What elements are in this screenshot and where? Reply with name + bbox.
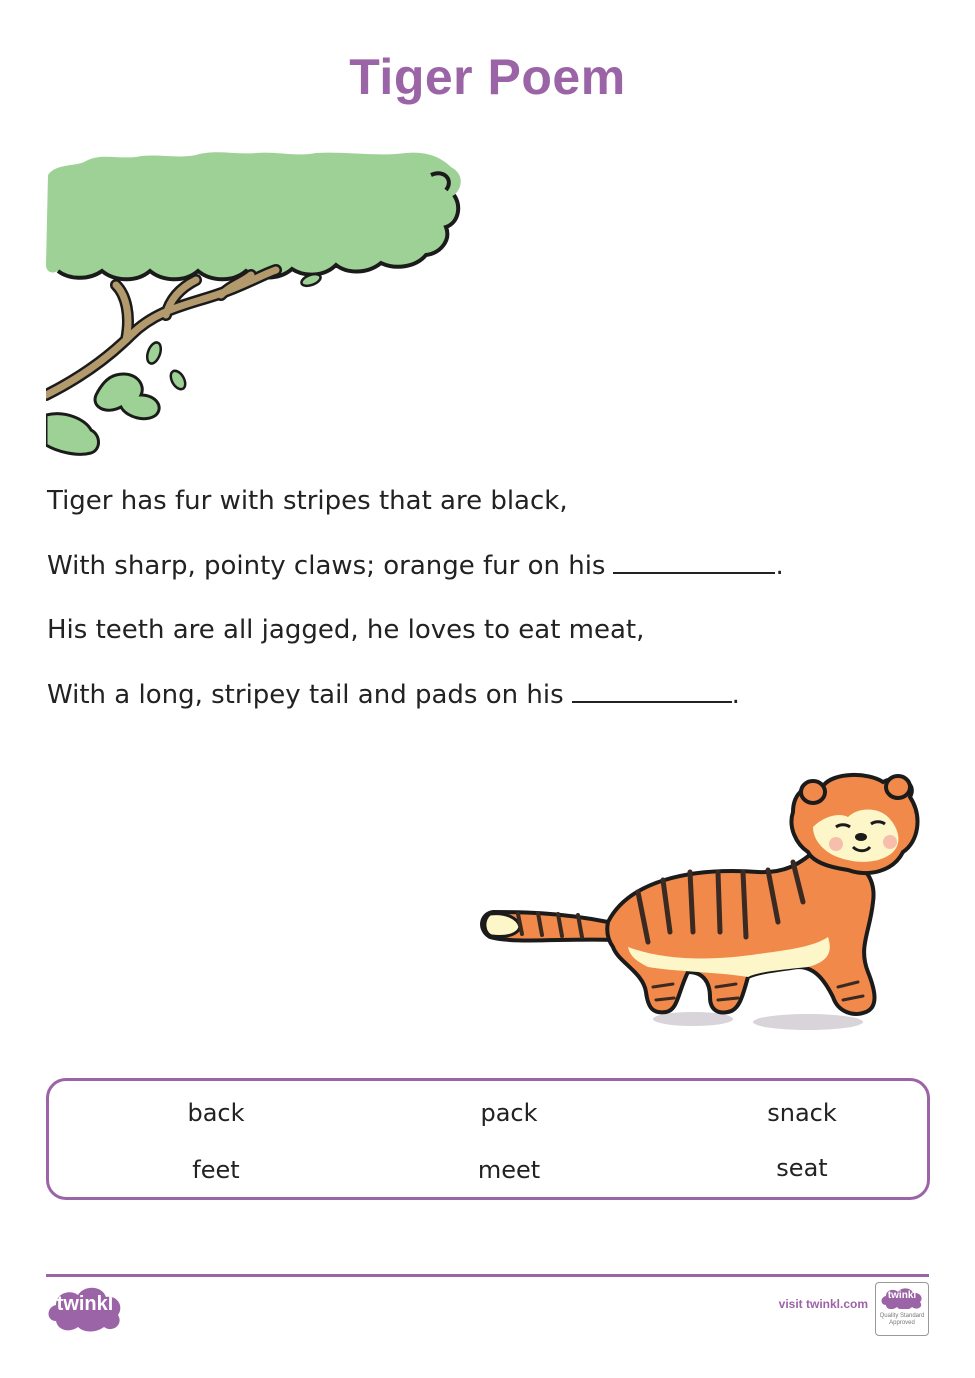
word-pack[interactable]: pack [480, 1099, 538, 1127]
poem-line-3 [47, 615, 927, 680]
badge-name: twinkl [887, 1290, 917, 1301]
word-meet[interactable]: meet [477, 1156, 541, 1184]
poem-line-2-text: With sharp, pointy claws; orange fur on his [47, 550, 606, 581]
poem [47, 486, 927, 744]
answer-blank-1[interactable] [613, 552, 775, 574]
poem-line-4-end: . [731, 679, 740, 710]
badge-text [878, 1313, 926, 1327]
footer-divider [46, 1274, 929, 1277]
tiger-illustration [478, 772, 933, 1037]
visit-link[interactable]: visit twinkl.com [778, 1297, 868, 1311]
answer-blank-2[interactable] [572, 681, 732, 703]
tree-illustration [46, 145, 466, 460]
poem-line-2 [47, 551, 927, 616]
logo-text: twinkl [56, 1293, 114, 1315]
word-seat[interactable]: seat [776, 1154, 828, 1182]
poem-line-2-end: . [775, 550, 784, 581]
quality-standard-badge [875, 1282, 929, 1336]
poem-line-1-text: Tiger has fur with stripes that are black, [47, 486, 568, 516]
poem-line-3-text: His teeth are all jagged, he loves to eat meat, [47, 615, 645, 645]
word-bank [46, 1078, 930, 1200]
twinkl-logo[interactable] [46, 1283, 124, 1333]
page-title: Tiger Poem [349, 49, 626, 105]
badge-line-1: Quality Standard [879, 1313, 925, 1319]
poem-line-1 [47, 486, 927, 551]
word-back[interactable]: back [187, 1099, 245, 1127]
poem-line-4 [47, 680, 927, 745]
word-snack[interactable]: snack [767, 1099, 837, 1127]
word-feet[interactable]: feet [192, 1156, 240, 1184]
poem-line-4-text: With a long, stripey tail and pads on his [47, 679, 564, 710]
badge-line-2: Approved [889, 1320, 915, 1326]
